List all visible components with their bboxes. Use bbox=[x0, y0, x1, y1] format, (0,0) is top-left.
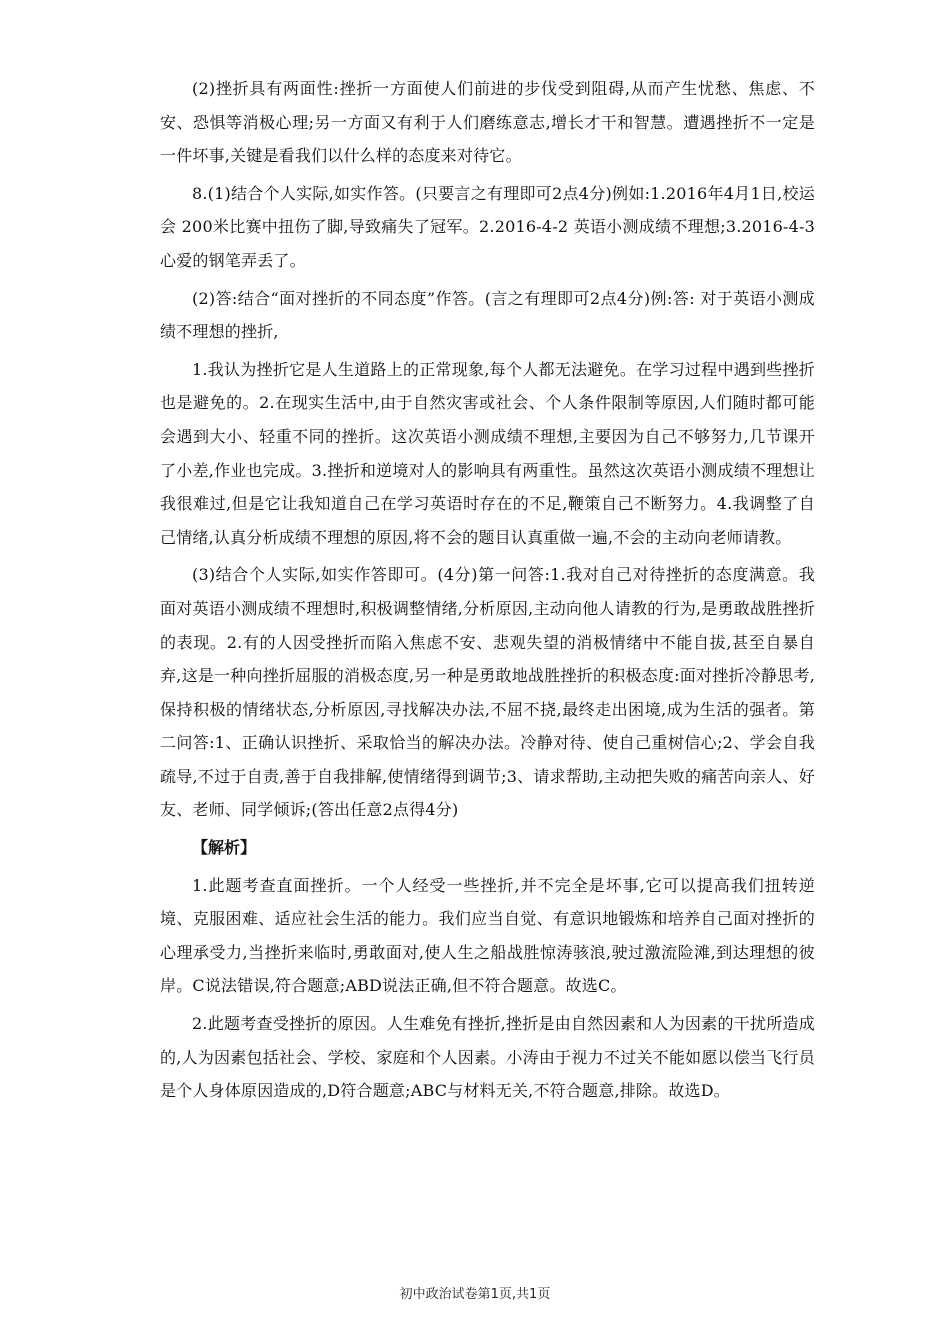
answer-8-3: (3)结合个人实际,如实作答即可。(4分)第一问答:1.我对自己对待挫折的态度满意。我面对英语小测成绩不理想时,积极调整情绪,分析原因,主动向他人请教的行为,是勇敢战胜挫折的表现。2.有的人因受挫折而陷入焦虑不安、悲观失望的消极情绪中不能自拔,甚至自暴自弃,这是一种向挫折屈服的消极态度,另一种是勇敢地战胜挫折的积极态度:面对挫折冷静思考,保持积极的情绪状态,分析原因,寻找解决办法,不屈不挠,最终走出困境,成为生活的强者。第二问答:1、正确认识挫折、采取恰当的解决办法。冷静对待、使自己重树信心;2、学会自我疏导,不过于自责,善于自我排解,使情绪得到调节;3、请求帮助,主动把失败的痛苦向亲人、好友、老师、同学倾诉;(答出任意2点得4分) bbox=[160, 565, 815, 820]
document-page bbox=[160, 72, 815, 1112]
analysis-2: 2.此题考查受挫折的原因。人生难免有挫折,挫折是由自然因素和人为因素的干扰所造成的,人为因素包括社会、学校、家庭和个人因素。小涛由于视力不过关不能如愿以偿当飞行员是个人身体原因造成的,D符合题意;ABC与材料无关,不符合题意,排除。故选D。 bbox=[160, 1014, 815, 1101]
answer-7-2: (2)挫折具有两面性:挫折一方面使人们前进的步伐受到阻碍,从而产生忧愁、焦虑、不安、恐惧等消极心理;另一方面又有利于人们磨练意志,增长才干和智慧。遭遇挫折不一定是一件坏事,关键是看我们以什么样的态度来对待它。 bbox=[160, 79, 815, 166]
answer-8-2-intro: (2)答:结合“面对挫折的不同态度”作答。(言之有理即可2点4分)例:答: 对于英语小测成绩不理想的挫折, bbox=[160, 288, 815, 342]
answer-8-2-body: 1.我认为挫折它是人生道路上的正常现象,每个人都无法避免。在学习过程中遇到些挫折也是避免的。2.在现实生活中,由于自然灾害或社会、个人条件限制等原因,人们随时都可能会遇到大小、轻重不同的挫折。这次英语小测成绩不理想,主要因为自己不够努力,几节课开了小差,作业也完成。3.挫折和逆境对人的影响具有两重性。虽然这次英语小测成绩不理想让我很难过,但是它让我知道自己在学习英语时存在的不足,鞭策自己不断努力。4.我调整了自己情绪,认真分析成绩不理想的原因,将不会的题目认真重做一遍,不会的主动向老师请教。 bbox=[160, 359, 815, 547]
analysis-1: 1.此题考查直面挫折。一个人经受一些挫折,并不完全是坏事,它可以提高我们扭转逆境、克服困难、适应社会生活的能力。我们应当自觉、有意识地锻炼和培养自己面对挫折的心理承受力,当挫折来临时,勇敢面对,使人生之船战胜惊涛骇浪,驶过激流险滩,到达理想的彼岸。C说法错误,符合题意;ABD说法正确,但不符合题意。故选C。 bbox=[160, 875, 815, 996]
analysis-heading: 【解析】 bbox=[192, 838, 257, 858]
answer-8-1: 8.(1)结合个人实际,如实作答。(只要言之有理即可2点4分)例如:1.2016年4月1日,校运会 200米比赛中扭伤了脚,导致痛失了冠军。2.2016-4-2 英语小测成绩不理想;3.2016-4-3 心爱的钢笔弄丢了。 bbox=[160, 183, 815, 270]
page-footer: 初中政治试卷第1页,共1页 bbox=[399, 1287, 551, 1302]
